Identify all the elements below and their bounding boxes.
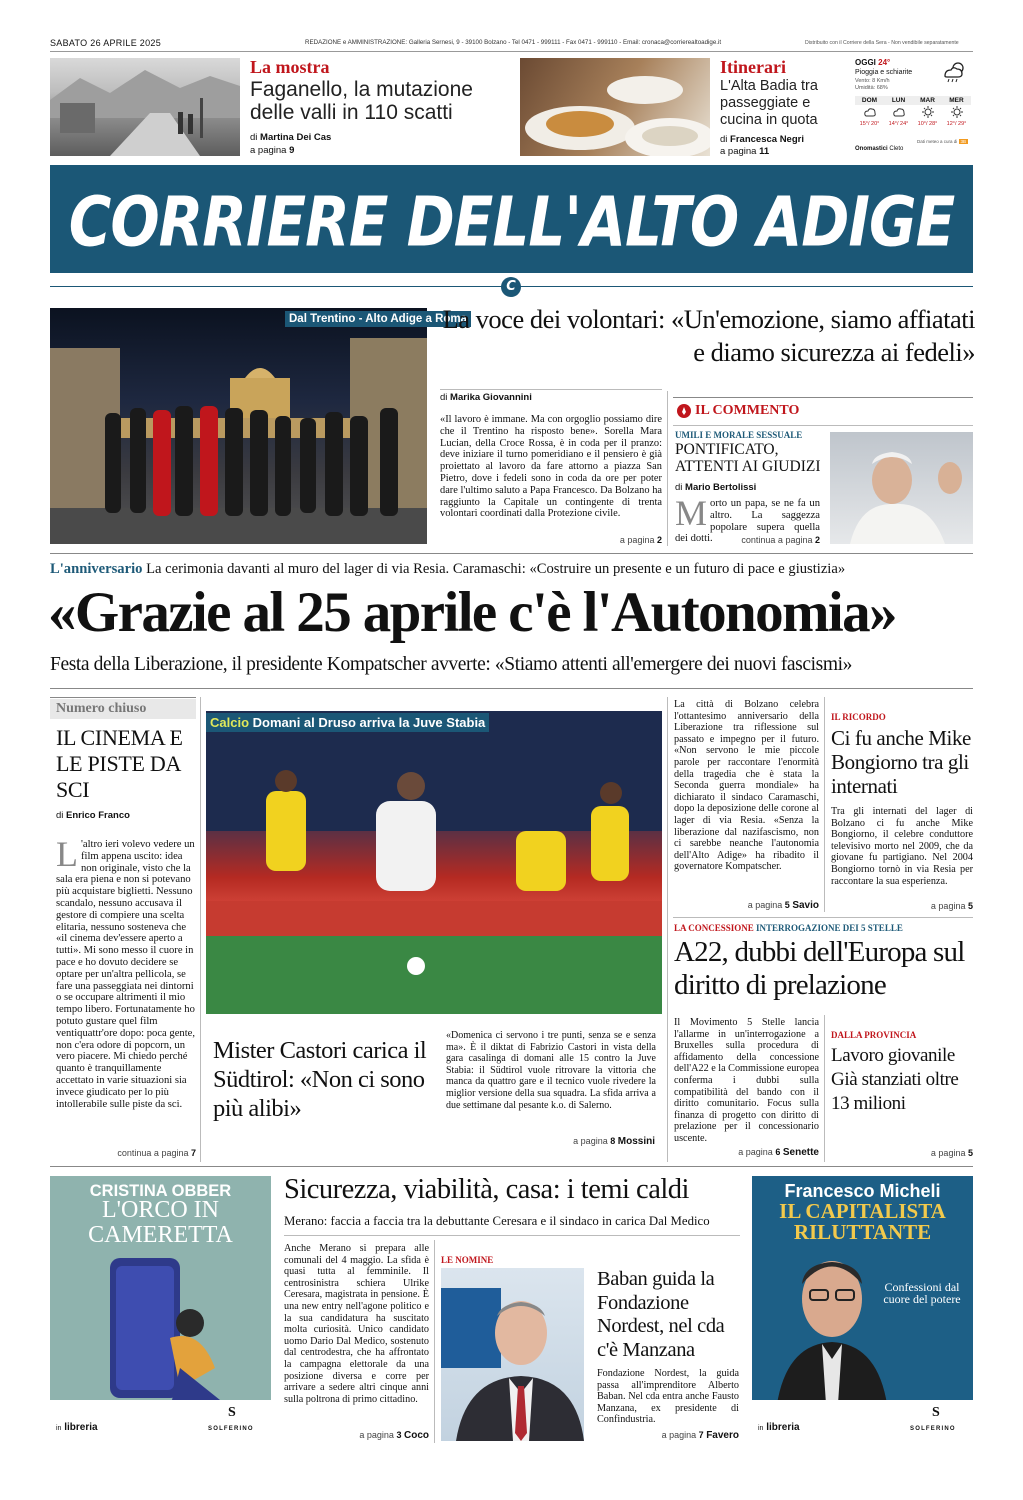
teaser-mostra-byline: di Martina Dei Cas <box>250 132 332 143</box>
masthead[interactable] <box>50 165 973 273</box>
rule <box>673 397 973 398</box>
ad-right-libreria: in libreria <box>758 1422 800 1433</box>
forecast-day: LUN 14°/ 24° <box>884 96 913 127</box>
masthead-logo-icon: C <box>501 277 521 297</box>
commento-byline: di Mario Bertolissi <box>675 482 757 493</box>
ad-right-subtitle: Confessioni dal cuore del potere <box>883 1280 961 1306</box>
rule <box>440 389 662 390</box>
calcio-page: a pagina 8 Mossini <box>573 1136 655 1147</box>
cinema-title[interactable]: IL CINEMA E LE PISTE DA SCI <box>56 725 183 802</box>
nomine-page: a pagina 7 Favero <box>661 1430 739 1441</box>
onomastici: Onomastici Cleto <box>855 146 904 152</box>
divider <box>824 697 825 912</box>
provincia-title[interactable]: Lavoro giovanile Già stanziati oltre 13 milioni <box>831 1045 959 1114</box>
commento-title[interactable]: PONTIFICATO, ATTENTI AI GIUDIZI <box>675 441 821 475</box>
rule <box>673 917 973 918</box>
calcio-headline[interactable]: Mister Castori carica il Südtirol: «Non ci sono più alibi» <box>213 1037 427 1122</box>
calcio-photo <box>206 711 662 1014</box>
commento-kicker: UMILI E MORALE SESSUALE <box>675 430 803 440</box>
volontari-body: «Il lavoro è immane. Ma con orgoglio possiamo dire che il Trentino ha risposto bene». Sorella Mara Lucian, della Croce Rossa, è in coda per il pranzo: deve iniziare il turno pomeridiano e il pensiero è già proiettato al lavoro da fare attorno a piazza San Pietro, dove i fedeli sono in coda da ore per poter dare l'ultimo saluto a Papa Francesco. Da Bolzano ha raggiunto la Capitale un contingente di trenta volontari coordinati dalla Protezione civile. <box>440 414 662 520</box>
main-headline[interactable]: «Grazie al 25 aprile c'è l'Autonomia» <box>48 581 896 644</box>
rule <box>673 425 973 426</box>
ricordo-title[interactable]: Ci fu anche Mike Bongiorno tra gli internati <box>831 726 971 798</box>
ad-left-publisher: SOLFERINO <box>208 1426 254 1432</box>
ad-right-footer <box>752 1400 973 1440</box>
volontari-photo <box>50 308 427 544</box>
ad-right-author: Francesco Micheli <box>784 1181 941 1201</box>
a22-body: Il Movimento 5 Stelle lancia l'allarme in un'interrogazione a Bruxelles sulla procedura di affidamento della concessione dell'A22 e la Commissione europea conferma i dubbi sulla compatibilità del bando con il diritto comunitario. Focus sulla finanza di progetto con diritto di prelazione per il concessionario uscente. <box>674 1017 819 1144</box>
anniversario-page: a pagina 5 Savio <box>747 900 819 911</box>
volontari-headline[interactable]: La voce dei volontari: «Un'emozione, siamo affiatati e diamo sicurezza ai fedeli» <box>442 304 975 367</box>
commento-page: continua a pagina 2 <box>741 535 820 545</box>
ad-left-libreria: in libreria <box>56 1422 98 1433</box>
cinema-byline: di Enrico Franco <box>56 810 130 821</box>
ricordo-page: a pagina 5 <box>930 901 973 911</box>
merano-body: Anche Merano si prepara alle comunali del 4 maggio. La sfida è quasi tutta al femminile. Il centrosinistra schiera Ulrike Ceresara, magistrata in pensione. È una new entry nell'agone politico e la sua candidatura ha suscitato molta curiosità. Unico candidato uomo Dario Dal Medico, sostenuto dal centrodestra, che ha affrontato la campagna elettorale da una posizione diversa e corre per arrivare a sedere altri cinque anni sulla poltrona di primo cittadino. <box>284 1243 429 1405</box>
provincia-page: a pagina 5 <box>930 1148 973 1158</box>
divider <box>200 697 201 1162</box>
solferino-logo-icon: S <box>932 1405 940 1420</box>
weather-humidity: Umidità: 68% <box>855 85 888 91</box>
divider <box>667 391 668 546</box>
a22-kicker: LA CONCESSIONE INTERROGAZIONE DEI 5 STELLE <box>674 923 903 933</box>
pen-icon <box>677 404 691 418</box>
anniversario-subline: L'anniversario La cerimonia davanti al muro del lager di via Resia. Caramaschi: «Costruire un presente e un futuro di pace e giustizia» <box>50 561 846 577</box>
masthead-title: CORRIERE DELL'ALTO ADIGE <box>68 182 955 263</box>
rule <box>50 688 973 689</box>
cinema-page: continua a pagina 7 <box>117 1148 196 1158</box>
sun-icon <box>942 105 971 121</box>
cloud-icon <box>884 105 913 121</box>
ricordo-label: IL RICORDO <box>831 712 886 722</box>
merano-headline[interactable]: Sicurezza, viabilità, casa: i temi caldi <box>284 1174 689 1205</box>
teaser-itinerari-title[interactable]: L'Alta Badia tra passeggiate e cucina in quota <box>720 78 818 128</box>
weather-forecast <box>855 96 973 127</box>
ad-right[interactable] <box>752 1176 973 1440</box>
volontari-page: a pagina 2 <box>619 535 662 545</box>
ad-left-footer <box>50 1400 271 1440</box>
cloud-icon <box>855 105 884 121</box>
meteo-logo: 3B <box>960 139 967 144</box>
main-deck: Festa della Liberazione, il presidente Kompatscher avverte: «Stiamo attenti all'emergere dei nuovi fascismi» <box>50 654 852 675</box>
ad-right-publisher: SOLFERINO <box>910 1426 956 1432</box>
top-rule <box>50 51 973 52</box>
cinema-box <box>50 697 196 1162</box>
merano-deck: Merano: faccia a faccia tra la debuttante Ceresara e il sindaco in carica Dal Medico <box>284 1214 710 1228</box>
anniversario-body: La città di Bolzano celebra l'ottantesimo anniversario della Liberazione tra riflessione sul passato e impegno per il futuro. «Non servono le mie piccole parole per raccontare l'enormità della tragedia che è stata la Seconda guerra mondiale» ha dichiarato il sindaco Caramaschi, dopo la deposizione delle corone al lager di via Resia. «Senza la liberazione dal nazifascismo, non ci sarebbe neanche l'autonomia dell'Alto Adige» ha ribadito il governatore Kompatscher. <box>674 699 819 873</box>
divider <box>667 697 668 1162</box>
weather-source: Dati meteo a cura di 3B <box>917 139 967 144</box>
a22-page: a pagina 6 Senette <box>738 1147 819 1158</box>
weather-desc: Pioggia e schiarite <box>855 69 913 76</box>
provincia-label: DALLA PROVINCIA <box>831 1030 917 1040</box>
cinema-label: Numero chiuso <box>50 699 196 719</box>
rule <box>50 1166 973 1167</box>
ad-left-author: CRISTINA OBBER <box>89 1182 232 1200</box>
forecast-day: MAR 10°/ 28° <box>913 96 942 127</box>
top-address: REDAZIONE e AMMINISTRAZIONE: Galleria Sernesi, 9 - 39100 Bolzano - Tel 0471 - 999111 - Fax 0471 - 999110 - Email: cronaca@corrierealtoadige.it <box>305 39 722 46</box>
calcio-tag: Calcio Domani al Druso arriva la Juve Stabia <box>206 713 489 732</box>
merano-page: a pagina 3 Coco <box>359 1430 429 1441</box>
teaser-itinerari-byline: di Francesca Negri <box>720 134 804 145</box>
solferino-logo-icon: S <box>228 1405 236 1420</box>
teaser-itinerari-kicker: Itinerari <box>720 57 786 77</box>
ad-left-title: L'ORCO IN CAMERETTA <box>88 1197 233 1248</box>
teaser-itinerari-page: a pagina 11 <box>720 146 770 157</box>
ad-left[interactable] <box>50 1176 271 1440</box>
teaser-mostra-kicker: La mostra <box>250 57 330 77</box>
calcio-body: «Domenica ci servono i tre punti, senza se e senza ma». È il diktat di Fabrizio Castori in vista della gara casalinga di domani alle 15 contro la Juve Stabia: il Südtirol vuole ritrovare la vittoria che manca da quattro gare e il tecnico vuole rivedere la miglior versione della sua squadra. La sfida arriva a due settimane dal pesante k.o. di Salerno. <box>446 1030 656 1111</box>
divider <box>434 1240 435 1443</box>
rule <box>50 697 196 698</box>
ad-left-illustration <box>80 1258 250 1413</box>
nomine-photo <box>441 1268 584 1441</box>
weather-wind: Vento: 8 Km/h <box>855 78 890 84</box>
teaser-mostra-page: a pagina 9 <box>250 145 295 156</box>
weather-box <box>855 58 973 156</box>
volontari-byline: di Marika Giovannini <box>440 392 532 403</box>
rule <box>284 1235 740 1236</box>
commento-body: Morto un papa, se ne fa un altro. La saggezza popolare supera quella dei dotti. <box>675 493 820 545</box>
teaser-mostra-title[interactable]: Faganello, la mutazione delle valli in 110 scatti <box>250 78 473 124</box>
divider <box>824 1015 825 1162</box>
nomine-body: Fondazione Nordest, la guida passa all'imprenditore Alberto Baban. Nel cda entra anche Fausto Manzana, ex presidente di Confindustria. <box>597 1368 739 1426</box>
weather-today: OGGI 24° <box>855 58 891 67</box>
teaser-mostra-photo <box>50 58 240 156</box>
ad-right-title: IL CAPITALISTA RILUTTANTE <box>779 1199 946 1244</box>
sun-icon <box>913 105 942 121</box>
ricordo-body: Tra gli internati del lager di Bolzano ci fu anche Mike Bongiorno, il celebre conduttore televisivo morto nel 2009, che da giovane fu partigiano. Nel 2004 Bongiorno tornò in via Resia per raccontare la sua esperienza. <box>831 806 973 887</box>
top-distribution-note: Distribuito con il Corriere della Sera - Non vendibile separatamente <box>805 40 959 46</box>
ad-right-portrait <box>772 1244 892 1409</box>
cloud-rain-sun-icon <box>941 60 967 86</box>
nomine-title[interactable]: Baban guida la Fondazione Nordest, nel cda c'è Manzana <box>597 1268 725 1361</box>
commento-label: IL COMMENTO <box>695 403 800 418</box>
a22-title[interactable]: A22, dubbi dell'Europa sul diritto di prelazione <box>674 936 965 1001</box>
commento-box <box>673 397 973 547</box>
forecast-day: DOM 15°/ 20° <box>855 96 884 127</box>
volontari-photo-tag: Dal Trentino - Alto Adige a Roma <box>285 311 471 327</box>
commento-pope-photo <box>830 432 973 544</box>
cinema-body: L 'altro ieri volevo vedere un film appena uscito: idea non originale, visto che la sala era piena e non si potevano più acquistare biglietti. Nessuno scandalo, nessuno accusava il gestore di compiere una scelta elitaria, nessuno sosteneva che «il cinema dev'essere aperto a tutti». Mi sono messo il cuore in pace e ho dovuto decidere se optare per un'altra pellicola, se fare una passeggiata nei dintorni o se occupare altrimenti il mio tempo libero. Fortunatamente ho potuto gustare quel film ventiquattr'ore dopo: poca gente, non c'era odore di popcorn, un vero piacere. Mi chiedo perché quanto è tranquillamente accettato in varie situazioni sia invece giudicato per lo più intollerabile sulle piste da sci. <box>56 834 195 1110</box>
top-date: SABATO 26 APRILE 2025 <box>50 38 162 48</box>
forecast-day: MER 12°/ 29° <box>942 96 971 127</box>
nomine-label: LE NOMINE <box>441 1255 494 1265</box>
teaser-itinerari-photo <box>520 58 710 156</box>
rule <box>50 553 973 554</box>
